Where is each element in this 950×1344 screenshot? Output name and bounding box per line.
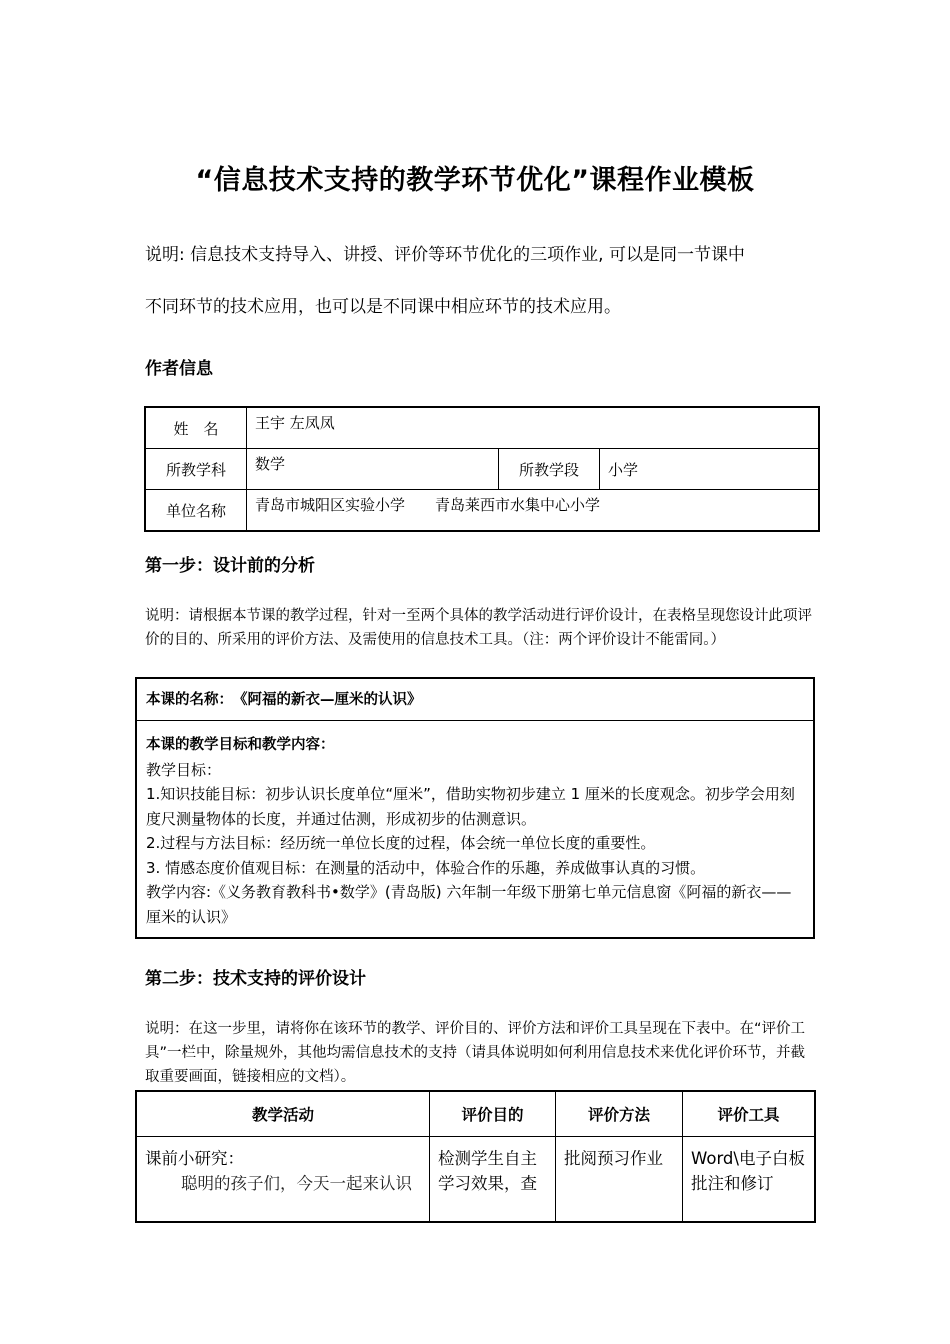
purpose-cell: 检测学生自主学习效果，查 [430,1137,556,1223]
name-label: 姓 名 [145,407,247,449]
activity-text: 聪明的孩子们，今天一起来认识 [181,1174,412,1193]
author-heading: 作者信息 [145,359,213,379]
stage-label: 所教学段 [499,449,600,490]
goals-label: 教学目标： [146,760,222,779]
header-tool: 评价工具 [683,1091,816,1137]
intro-line-1: 说明: 信息技术支持导入、讲授、评价等环节优化的三项作业, 可以是同一节课中 [145,245,745,265]
unit-value: 青岛市城阳区实验小学 青岛莱西市水集中心小学 [247,490,820,532]
course-name: 本课的名称： 《阿福的新衣—厘米的认识》 [137,679,813,721]
evaluation-table [135,1090,816,1223]
activity-cell [136,1137,430,1223]
intro-line-2: 不同环节的技术应用，也可以是不同课中相应环节的技术应用。 [145,297,621,317]
course-goals [137,721,813,937]
subject-label: 所教学科 [145,449,247,490]
step2-note: 说明：在这一步里，请将你在该环节的教学、评价目的、评价方法和评价工具呈现在下表中。在“评价工具”一栏中，除量规外，其他均需信息技术的支持（请具体说明如何利用信息技术来优化评价环节，并截取重要画面，链接相应的文档）。 [145,1021,806,1085]
step2-heading: 第二步：技术支持的评价设计 [145,969,366,989]
step1-note: 说明：请根据本节课的教学过程，针对一至两个具体的教学活动进行评价设计，在表格呈现您设计此项评价的目的、所采用的评价方法、及需使用的信息技术工具。（注：两个评价设计不能雷同。） [145,608,812,648]
header-method: 评价方法 [556,1091,683,1137]
stage-value: 小学 [600,449,820,490]
goal-3: 3. 情感态度价值观目标：在测量的活动中，体验合作的乐趣，养成做事认真的习惯。 [146,858,706,877]
goals-heading: 本课的教学目标和教学内容： [146,737,335,753]
page-title: “信息技术支持的教学环节优化”课程作业模板 [195,165,755,196]
goal-1: 1.知识技能目标：初步认识长度单位“厘米”，借助实物初步建立 1 厘米的长度观念。初步学会用刻度尺测量物体的长度，并通过估测，形成初步的估测意识。 [146,785,795,828]
step1-heading: 第一步：设计前的分析 [145,556,315,576]
name-value: 王宇 左凤凤 [247,407,820,449]
tool-cell: Word\电子白板批注和修订 [683,1137,816,1223]
activity-title: 课前小研究： [145,1149,244,1168]
header-activity: 教学活动 [136,1091,430,1137]
unit-label: 单位名称 [145,490,247,532]
course-box [135,677,815,939]
author-table [144,406,820,532]
header-purpose: 评价目的 [430,1091,556,1137]
subject-value: 数学 [247,449,499,490]
goal-2: 2.过程与方法目标：经历统一单位长度的过程，体会统一单位长度的重要性。 [146,834,656,852]
method-cell: 批阅预习作业 [556,1137,683,1223]
teaching-content: 教学内容:《义务教育教科书•数学》(青岛版) 六年制一年级下册第七单元信息窗《阿福的新衣——厘米的认识》 [146,883,792,926]
